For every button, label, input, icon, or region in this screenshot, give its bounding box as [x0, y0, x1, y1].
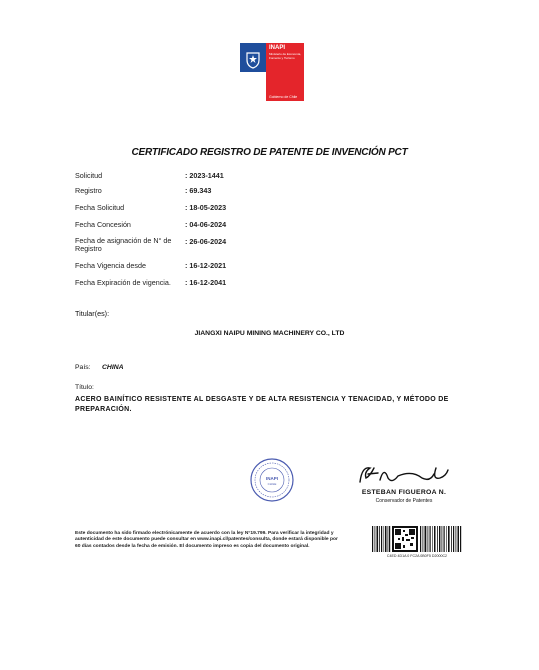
verification-code: C4ED 4D1A 0 FC2A 0B0F5 D2000C2 [386, 554, 448, 558]
barcode-qr-icon [372, 526, 462, 552]
field-value-fecha-vigencia: : 16-12-2021 [185, 261, 227, 270]
field-value-solicitud: : 2023-1441 [185, 171, 224, 180]
logo-footer: Gobierno de Chile [269, 95, 298, 99]
seal-text-bottom: CHILE [267, 482, 277, 486]
seal-text-top: INAPI [265, 476, 279, 481]
field-value-registro: : 69.343 [185, 186, 212, 195]
field-label-registro: Registro [75, 186, 102, 195]
field-value-fecha-solicitud: : 18-05-2023 [185, 203, 227, 212]
field-label-fecha-solicitud: Fecha Solicitud [75, 203, 125, 212]
signer-name: ESTEBAN FIGUEROA N. [361, 489, 447, 496]
field-label-fecha-asignacion: Fecha de asignación de N° de Registro [75, 236, 172, 253]
logo-subtitle: Ministerio de Economía, Fomento y Turismo [269, 52, 302, 60]
logo-white-band [240, 72, 266, 101]
certificate-title: CERTIFICADO REGISTRO DE PATENTE DE INVENCIÓN PCT [131, 147, 408, 158]
field-value-fecha-asignacion: : 26-06-2024 [185, 237, 227, 246]
field-label-fecha-concesion: Fecha Concesión [75, 220, 131, 229]
inapi-seal-icon [250, 458, 294, 502]
signer-role: Conservador de Patentes [375, 498, 433, 504]
field-value-fecha-concesion: : 04-06-2024 [185, 220, 227, 229]
field-label-solicitud: Solicitud [75, 171, 103, 180]
inapi-logo [240, 43, 304, 103]
verification-note: Este documento ha sido firmado electrónicamente de acuerdo con la ley N°19.799. Para verificar la integridad y autenticidad de este documento puede consultar en www.inapi.cl/patentes/consulta, donde estará disponible por 60 días contados desde la fecha de emisión. El documento impreso es copia del documento original. [75, 531, 338, 549]
pais-value: CHINA [102, 364, 124, 371]
field-label-fecha-vigencia: Fecha Vigencia desde [75, 261, 146, 270]
field-value-fecha-expiracion: : 16-12-2041 [185, 278, 227, 287]
handwritten-signature [352, 462, 452, 488]
coat-of-arms-icon [244, 51, 262, 69]
pais-label: País: [75, 364, 91, 371]
field-label-fecha-expiracion: Fecha Expiración de vigencia. [75, 278, 171, 287]
titulo-value: ACERO BAINÍTICO RESISTENTE AL DESGASTE Y DE ALTA RESISTENCIA Y TENACIDAD, Y MÉTODO DE PREPARACIÓN. [75, 396, 449, 413]
logo-title: INAPI [269, 45, 286, 51]
titulo-label: Título: [75, 384, 94, 391]
titulares-label: Titular(es): [75, 309, 110, 318]
holder-name: JIANGXI NAIPU MINING MACHINERY CO., LTD [194, 330, 345, 337]
